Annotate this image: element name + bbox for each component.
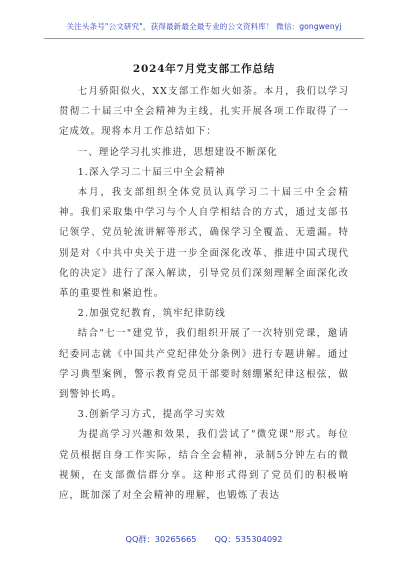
footer-qq-group: QQ群：30265665	[125, 534, 197, 544]
subsection-heading: 1.深入学习二十届三中全会精神	[77, 166, 226, 178]
document-title: 2024年7月党支部工作总结	[132, 63, 276, 75]
document-body	[59, 82, 349, 506]
header-divider	[44, 38, 364, 39]
footer-qq: QQ：535304092	[214, 534, 283, 544]
header-banner: 关注头条号"公文研究"，获得最新最全最专业的公文资料库！ 微信：gongwenyj	[66, 22, 342, 31]
subsection-heading: 3.创新学习方式，提高学习实效	[77, 409, 226, 421]
paragraph: 为提高学习兴趣和效果，我们尝试了"微党课"形式。每位党员根据自身工作实际，结合全会精神，录制5分钟左右的微视频，在支部微信群分享。这种形式得到了党员们的积极响应，既加深了对全会精神的理解，也锻炼了表达	[59, 429, 349, 502]
footer-contact	[0, 534, 408, 545]
paragraph-intro: 七月骄阳似火，XX支部工作如火如荼。本月，我们以学习贯彻二十届三中全会精神为主线，扎实开展各项工作取得了一定成效。现将本月工作总结如下：	[59, 86, 349, 138]
paragraph: 结合"七一"建党节，我们组织开展了一次特别党课，邀请纪委同志就《中国共产党纪律处分条例》进行专题讲解。通过学习典型案例，警示教育党员干部要时刻绷紧纪律这根弦，做到警钟长鸣。	[59, 328, 349, 401]
section-heading: 一、理论学习扎实推进，思想建设不断深化	[77, 146, 278, 158]
subsection-heading: 2.加强党纪教育，筑牢纪律防线	[77, 308, 226, 320]
paragraph: 本月，我支部组织全体党员认真学习二十届三中全会精神。我们采取集中学习与个人自学相结合的方式，通过支部书记领学、党员轮流讲解等形式，确保学习全覆盖、无遗漏。特别是对《中共中央关于进一步全面深化改革、推进中国式现代化的决定》进行了深入解读，引导党员们深刻理解全面深化改革的重要性和紧迫性。	[59, 187, 349, 300]
